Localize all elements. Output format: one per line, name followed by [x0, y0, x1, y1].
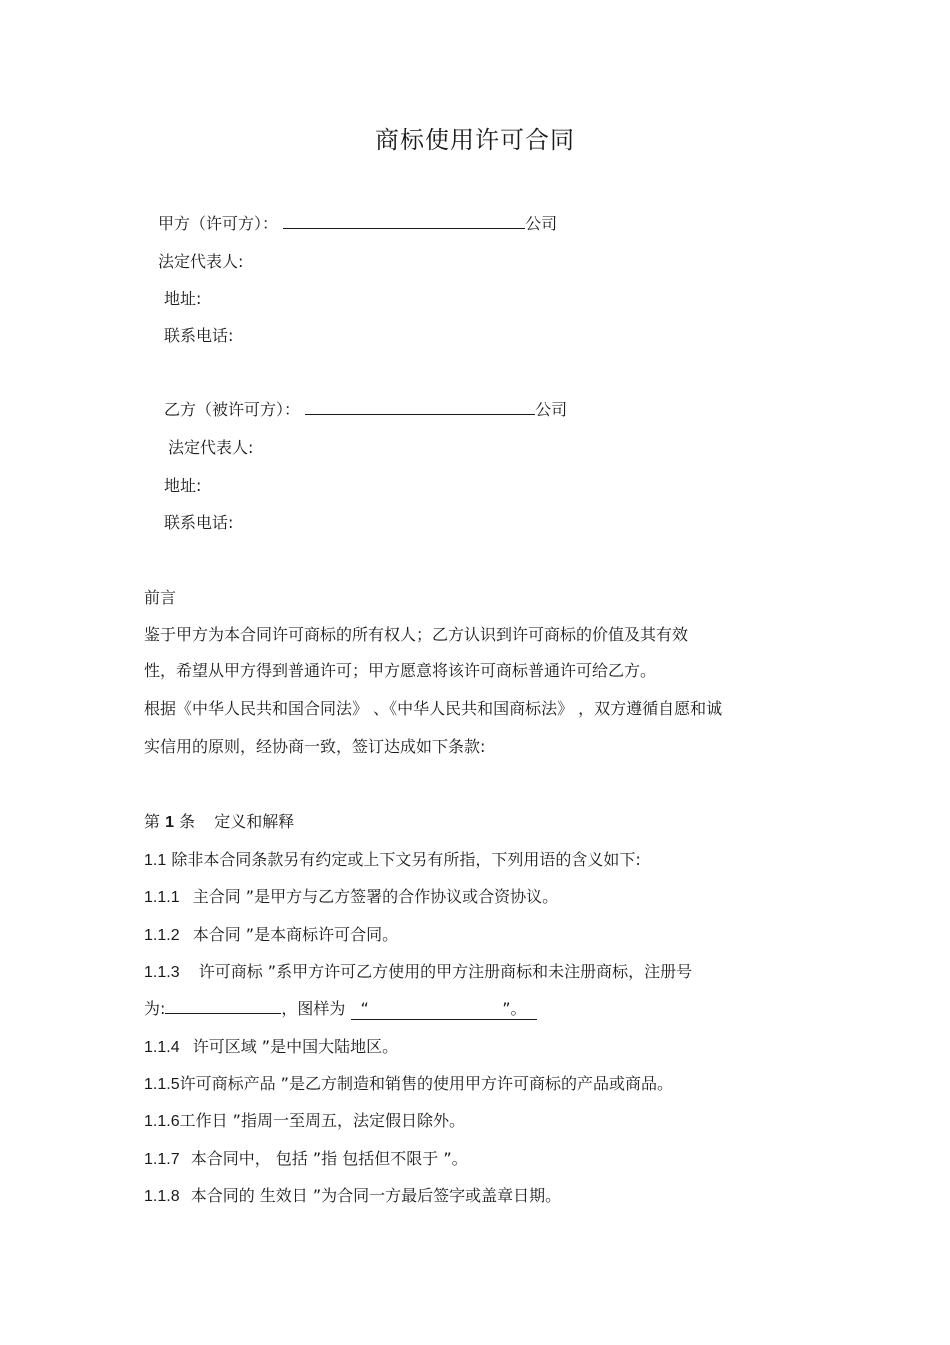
clause-1-1-1: 1.1.1 主合同 ”是甲方与乙方签署的合作协议或合资协议。: [144, 887, 559, 906]
document-title: 商标使用许可合同: [375, 126, 575, 154]
preface-heading: 前言: [144, 588, 177, 607]
preface-line-4: 实信用的原则，经协商一致，签订达成如下条款:: [144, 737, 486, 756]
clause-1-1-5: 1.1.5许可商标产品 ”是乙方制造和销售的使用甲方许可商标的产品或商品。: [144, 1074, 673, 1093]
party-b-phone: 联系电话:: [164, 513, 234, 532]
preface-line-3: 根据《中华人民共和国合同法》 、《中华人民共和国商标法》 ，双方遵循自愿和诚: [144, 699, 723, 718]
party-a-line: [158, 214, 557, 234]
article-1-name: 定义和解释: [214, 812, 295, 831]
registration-number-blank: [165, 999, 281, 1014]
party-b-company-suffix: 公司: [535, 400, 568, 419]
clause-1-1-3: 1.1.3 许可商标 ”系甲方许可乙方使用的甲方注册商标和未注册商标，注册号: [144, 962, 693, 981]
clause-1-1-2: 1.1.2 本合同 ”是本商标许可合同。: [144, 925, 399, 944]
clause-1-1-8: 1.1.8 本合同的 生效日 ”为合同一方最后签字或盖章日期。: [144, 1186, 562, 1205]
party-b-address: 地址:: [164, 476, 202, 495]
party-a-phone: 联系电话:: [164, 326, 234, 345]
party-a-address: 地址:: [164, 289, 202, 308]
clause-1-1: 1.1 除非本合同条款另有约定或上下文另有所指，下列用语的含义如下:: [144, 850, 641, 869]
party-b-label: 乙方（被许可方）：: [164, 400, 301, 419]
trademark-sample-blank: “ ”。: [351, 999, 537, 1020]
party-b-name-blank: [305, 400, 535, 415]
party-b-rep: 法定代表人:: [168, 438, 254, 457]
party-b-line: [164, 400, 567, 420]
party-a-name-blank: [283, 214, 525, 229]
clause-1-1-3-line-2: 为: ，图样为 “ ”。: [144, 999, 537, 1020]
article-1-heading: 第 1 条 定义和解释: [144, 812, 295, 831]
clause-1-1-7: 1.1.7 本合同中， 包括 ”指 包括但不限于 ”。: [144, 1149, 468, 1168]
party-a-company-suffix: 公司: [525, 214, 558, 233]
clause-1-1-6: 1.1.6工作日 ”指周一至周五，法定假日除外。: [144, 1111, 465, 1130]
party-a-rep: 法定代表人:: [158, 252, 244, 271]
preface-line-1: 鉴于甲方为本合同许可商标的所有权人；乙方认识到许可商标的价值及其有效: [144, 625, 689, 644]
party-a-label: 甲方（许可方）：: [158, 214, 279, 233]
clause-1-1-4: 1.1.4 许可区域 ”是中国大陆地区。: [144, 1037, 399, 1056]
preface-line-2: 性，希望从甲方得到普通许可；甲方愿意将该许可商标普通许可给乙方。: [144, 661, 657, 680]
